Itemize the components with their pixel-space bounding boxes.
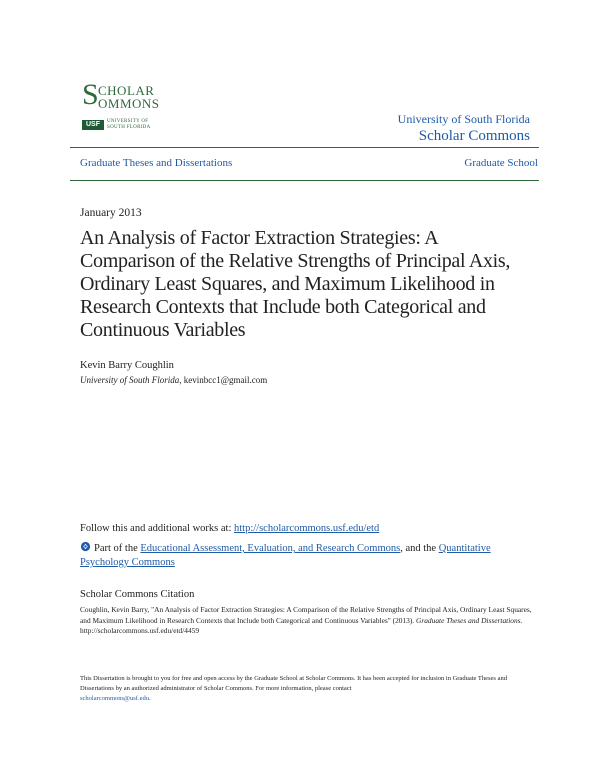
usf-text-line-1: UNIVERSITY OF bbox=[107, 119, 149, 124]
citation-text: Coughlin, Kevin Barry, "An Analysis of Factor Extraction Strategies: A Comparison of the Relative Strengths of Principal Axis, Ordinary Least Squares, and Maximum Likelihood in Research Contexts that Include both Categorical and Continuous Variables" (2013). bbox=[80, 605, 532, 625]
logo-line-2: OMMONS bbox=[98, 96, 160, 111]
citation-body bbox=[80, 605, 538, 637]
network-icon bbox=[80, 541, 91, 552]
notice-text: This Dissertation is brought to you for free and open access by the Graduate School at Scholar Commons. It has been accepted for inclusion in Graduate Theses and Dissertations by an authorized administrator of Scholar Commons. For more information, please contact bbox=[80, 675, 507, 692]
scholar-commons-logo[interactable] bbox=[82, 78, 160, 135]
citation-url: http://scholarcommons.usf.edu/etd/4459 bbox=[80, 626, 200, 635]
author-email: , kevinbcc1@gmail.com bbox=[179, 375, 268, 385]
usf-badge: USF bbox=[82, 120, 104, 130]
part-of-prefix: Part of the bbox=[94, 543, 141, 554]
citation-heading: Scholar Commons Citation bbox=[80, 589, 195, 600]
logo-line-1: CHOLAR bbox=[98, 83, 155, 98]
follow-line bbox=[80, 523, 379, 534]
citation-series: Graduate Theses and Dissertations. bbox=[416, 615, 523, 625]
access-notice bbox=[80, 674, 540, 704]
follow-label: Follow this and additional works at: bbox=[80, 523, 234, 534]
notice-end: . bbox=[149, 695, 151, 702]
author-affiliation bbox=[80, 375, 267, 385]
author-name: Kevin Barry Coughlin bbox=[80, 360, 174, 371]
contact-email-link[interactable]: scholarcommons@usf.edu bbox=[80, 695, 149, 702]
affiliation-university: University of South Florida bbox=[80, 375, 180, 385]
part-of-middle: , and the bbox=[400, 543, 439, 554]
header-branding[interactable] bbox=[398, 112, 530, 145]
nav-link-graduate-school[interactable]: Graduate School bbox=[464, 157, 538, 169]
commons-link-educational[interactable]: Educational Assessment, Evaluation, and Research Commons bbox=[140, 543, 401, 554]
part-of-line bbox=[80, 541, 540, 570]
follow-link[interactable]: http://scholarcommons.usf.edu/etd bbox=[234, 523, 380, 534]
nav-divider-top bbox=[70, 147, 539, 148]
usf-badge-text bbox=[107, 119, 151, 131]
nav-link-theses[interactable]: Graduate Theses and Dissertations bbox=[80, 157, 233, 169]
usf-text-line-2: SOUTH FLORIDA bbox=[107, 125, 151, 130]
commons-link-quantitative[interactable]: Quantitative Psychology Commons bbox=[80, 543, 491, 568]
document-title: An Analysis of Factor Extraction Strategies: A Comparison of the Relative Strengths of Principal Axis, Ordinary Least Squares, and Maximum Likelihood in Research Contexts that Include both Categorical and Continuous Variables bbox=[80, 227, 511, 341]
repository-name: Scholar Commons bbox=[418, 128, 530, 144]
publication-date: January 2013 bbox=[80, 207, 142, 219]
nav-divider-bottom bbox=[70, 180, 539, 181]
university-name: University of South Florida bbox=[397, 112, 530, 126]
logo-big-letter: S bbox=[82, 78, 99, 111]
